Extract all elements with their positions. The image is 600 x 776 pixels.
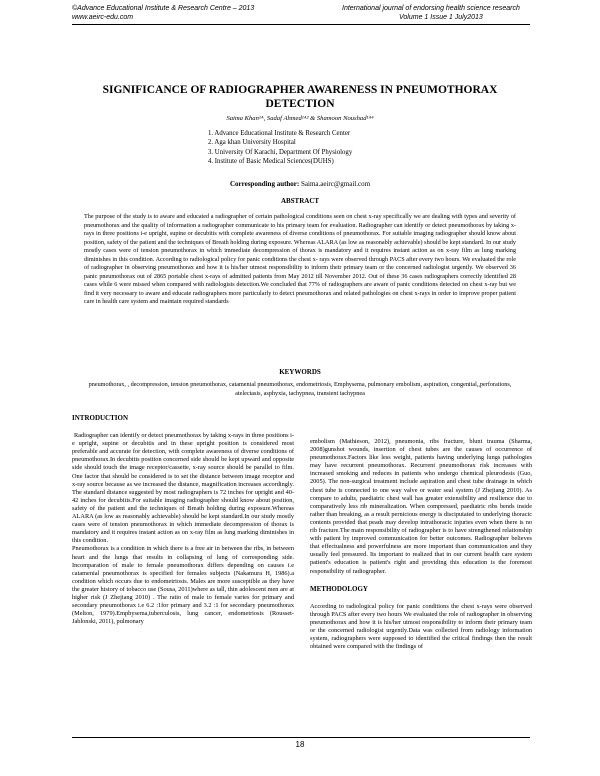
footer-divider	[72, 737, 530, 738]
abstract-heading: ABSTRACT	[280, 197, 320, 205]
keywords-heading: KEYWORDS	[279, 368, 321, 376]
header-website[interactable]: www.aeirc-edu.com	[72, 14, 134, 21]
keywords-text: pneumothorax, , decompression, tension pneumothorax, catamenial pneumothorax, endometriosis, Emphysema, pulmonary embolism, aspiration, congenital,,perforations, atelectasis, asphyxia, tachypnea, transient tachypnea	[88, 381, 512, 397]
right-column	[310, 438, 532, 651]
header-divider	[72, 24, 530, 25]
journal-header	[0, 0, 600, 34]
intro-paragraph: Pneumothorax is a condition in which there is a free air in between the ribs, in between heart and the lungs that results in collapsing of lung of corresponding side. Incomparation of male to female pneumothorax differs depending on causes i.e catamenial pneumothorax is specified for females subjects (Nakamura H, 1986).a condition which occurs due to endometriosis. Males are more susceptible as they have the greater history of tobacco use (Sousa, 2011)where as tall, thin adolescent men are at higher risk (J Zhejiang 2010) . The ratio of male to female varies for primary and secondary pneumothorax i.e 6.2 :1for primary and 3.2 :1 for secondary pneumothorax (Melton, 1979).Emphysema,tuberculosis, lung cancer, endometriosis (Rousset-Jablonski, 2011), pulmonary	[72, 545, 294, 626]
corresponding-author	[100, 180, 500, 188]
left-column	[72, 414, 294, 626]
header-publisher	[72, 4, 254, 22]
paper-title: SIGNIFICANCE OF RADIOGRAPHER AWARENESS IN PNEUMOTHORAX DETECTION	[102, 84, 498, 110]
intro-continued-paragraph: embolism (Mathieson, 2012), pneumonia, ribs fracture, blunt trauma (Sharma, 2008)gunshot wounds, insertion of chest tubes are the causes of occurrence of pneumothorax.Factors like less weight, patients having underlying lungs pathologies may have recurrent pneumothorax. Recurrent pneumothorax risk increases with increased smoking and reduces in patients who undergo chemical pleurodesis (Guo, 2005). The non-surgical treatment include aspiration and chest tube drainage in which chest tube is connected to one way valve or water seal system (J Zhejiang 2010). As compare to adults, paediatric chest wall has greater extensibility and resilience due to comparatively less rib mineralization. When compressed, paediatric ribs bends inside rather than breaking, as a result pernicious energy is disciputated to underlying thoracic contents provided that peads may develop intrathoracic injuries even when there is no rib fracture.The main responsibility of radiographer is to have strengthened relationship with patient by improved communication for better outcomes. Radiographer believes that effectualness and powerfulness are more important than communication and they usually feel pressured. Its important to realized that in our current health care system patient's education is patient's right and providing this education is the foremost responsibility of radiographer.	[310, 438, 532, 575]
author-list: Saima Khan¹ᴬ, Sadaf Ahmed¹ᴬ² & Shamoon Noushad¹ᴬ⁴	[226, 115, 374, 122]
corresponding-email[interactable]: Saima.aeirc@gmail.com	[301, 180, 371, 188]
header-copyright: ©Advance Educational Institute & Research Centre – 2013	[72, 5, 255, 12]
affiliation-item: 2. Aga khan University Hospital	[208, 139, 296, 147]
introduction-heading: INTRODUCTION	[72, 414, 129, 422]
methodology-heading: METHODOLOGY	[310, 584, 368, 593]
page-number: 18	[295, 740, 305, 749]
corresponding-label: Corresponding author:	[229, 180, 300, 188]
abstract-text: The purpose of the study is to aware and educated a radiographer of certain pathological conditions seen on chest x-ray specifically we are dealing with types and severity of pneumothorax and the quality of information a radiographer communicate to his primary team for evaluation. Radiographer can identify or detect pneumothorax by taking x-rays in three positions i-e upright, supine or decubitis with complete awareness of diverse conditions of pneumothorax. For suitable imaging radiographer should know about position, safety of the patient and the techniques of Breath holding during exposure. Whereas ALARA (as low as reasonably achievable) should be kept standard. In our study mostly cases were of tension pneumothorax in which immediate decompression of thorax is mandatory and it requires instant action as on x-ray film as lung marking diminishes in this condition. According to radiological policy for panic conditions the chest x- rays were observed through PACS after every two hours. We evaluated the role of radiographer in observing pneumothorax and how it is his/her utmost responsibility to inform their primary team or the concerned radiologist urgently. We observed 36 panic pneumothorax out of 2865 portable chest x-rays of admitted patients from May 2012 till November 2012. Out of these 36 cases radiographers correctly identified 28 cases while 6 were missed when compared with radiologists detection.We concluded that 77% of radiographers are aware of panic conditions detected on chest x-ray but we find it very necessary to aware and educate radiographers more particularly to detect pneumothorax and related pathologies on chest x-rays in order to improve proper patient care in health care system and maintain required standards	[84, 213, 516, 306]
affiliation-item: 3. University Of Karachi, Department Of Physiology	[208, 148, 353, 156]
header-journal	[342, 4, 520, 22]
affiliation-item: 1. Advance Educational Institute & Research Center	[208, 130, 351, 137]
intro-paragraph: Radiographer can identify or detect pneumothorax by taking x-rays in three positions i-e upright, supine or decubitis and in these upright position is considered most preferable and accurate for detection, with complete awareness of diverse conditions of pneumothorax.In decubitis position concerned side should be kept upward and opposite side should touch the image receptor/cassette, x-ray source should be parallel to film. One factor that should be considered is to set the distance between image receptor and x-ray source because as we increased the distance, magnification increases accordingly. The standard distance suggested by most radiographers is 72 inches for upright and 40-42 inches for decubitis.For suitable imaging radiographer should know about position, safety of the patient and the techniques of Breath holding during exposure.Whereas ALARA (as low as reasonably achievable) should be kept standard.In our study mostly cases were of tension pneumothorax in which immediate decompression of thorax is mandatory and it requires instant action as on x-ray film as lung marking diminishes in this condition.	[72, 432, 294, 545]
header-volume: Volume 1 Issue 1 July2013	[399, 14, 483, 21]
methodology-paragraph: According to radiological policy for panic conditions the chest x-rays were observed through PACS after every two hours We evaluated the role of radiographer in observing pneumothorax and how it is his/her utmost responsibility to inform their primary team or the concerned radiologist urgently.Data was collected from radiology information system, radiographers were supposed to identified the critical findings then the result obtained were compared with the findings of	[310, 602, 532, 651]
header-journal-name: International journal of endorsing health science research	[342, 5, 520, 12]
affiliation-list	[208, 129, 352, 167]
affiliation-item: 4. Institute of Basic Medical Sciences(DUHS)	[208, 158, 334, 166]
